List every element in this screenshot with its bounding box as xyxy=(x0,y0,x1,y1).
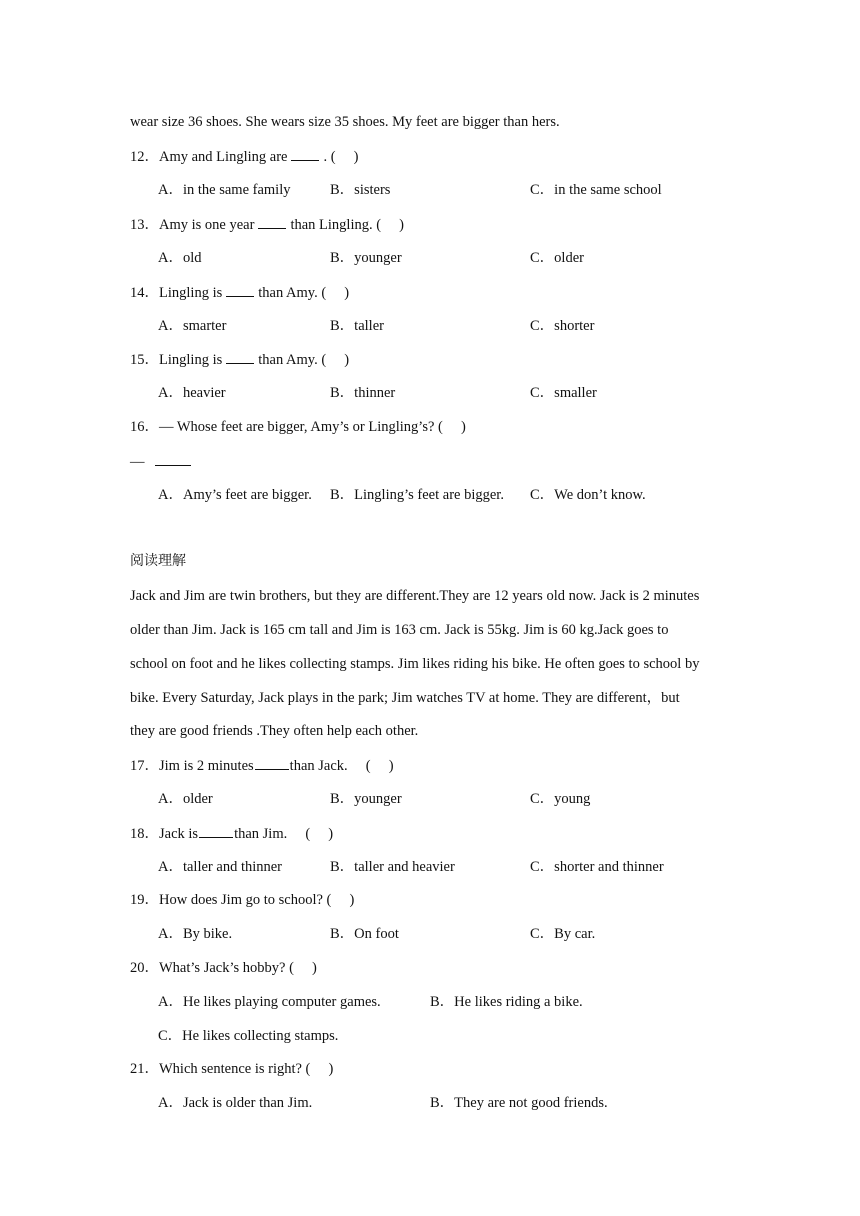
question-number: 12． xyxy=(130,149,159,165)
option-a: A．Jack is older than Jim. xyxy=(158,1095,313,1111)
question-text: Jack is xyxy=(159,826,199,842)
option-a: A．He likes playing computer games. xyxy=(158,994,381,1010)
answer-blank xyxy=(199,823,233,838)
question-text-end: than Jim. ( ) xyxy=(234,826,334,842)
question-text: Jim is 2 minutes xyxy=(159,758,254,774)
option-a: A．older xyxy=(158,791,213,807)
answer-blank xyxy=(155,451,191,466)
question-number: 15． xyxy=(130,352,159,368)
question-15 xyxy=(130,349,349,370)
question-text: Lingling is xyxy=(159,352,223,368)
question-text: Amy and Lingling are xyxy=(159,149,288,165)
option-c: C．We don’t know. xyxy=(530,487,646,503)
question-12 xyxy=(130,146,359,167)
option-a: A．Amy’s feet are bigger. xyxy=(158,487,312,503)
question-text-end: than Amy. ( ) xyxy=(258,352,350,368)
passage-line: older than Jim. Jack is 165 cm tall and Jim is 163 cm. Jack is 55kg. Jim is 60 kg.Jack goes to xyxy=(130,622,669,638)
section-title: 阅读理解 xyxy=(130,553,186,569)
option-b: B．sisters xyxy=(330,182,391,198)
question-16 xyxy=(130,417,466,437)
question-13 xyxy=(130,214,404,235)
option-c: C．smaller xyxy=(530,385,597,401)
option-c: C．in the same school xyxy=(530,182,662,198)
option-c: C．older xyxy=(530,250,584,266)
answer-blank xyxy=(226,349,254,364)
passage-line: school on foot and he likes collecting stamps. Jim likes riding his bike. He often goes to school by xyxy=(130,656,700,672)
option-b: B．Lingling’s feet are bigger. xyxy=(330,487,504,503)
question-text: — Whose feet are bigger, Amy’s or Lingling’s? ( ) xyxy=(159,419,466,435)
question-21 xyxy=(130,1059,333,1079)
option-b: B．They are not good friends. xyxy=(430,1095,608,1111)
option-c: C．He likes collecting stamps. xyxy=(158,1028,339,1044)
question-text: Which sentence is right? ( ) xyxy=(159,1061,334,1077)
option-c: C．By car. xyxy=(530,926,596,942)
option-c: C．young xyxy=(530,791,591,807)
answer-blank xyxy=(258,214,286,229)
option-a: A．smarter xyxy=(158,318,227,334)
question-number: 21． xyxy=(130,1061,159,1077)
question-14 xyxy=(130,282,349,303)
option-b: B．taller and heavier xyxy=(330,859,455,875)
passage-line: they are good friends .They often help each other. xyxy=(130,723,419,739)
option-b: B．younger xyxy=(330,250,402,266)
answer-blank xyxy=(255,755,289,770)
question-20 xyxy=(130,958,317,978)
option-c: C．shorter and thinner xyxy=(530,859,664,875)
question-17 xyxy=(130,755,394,776)
option-c: C．shorter xyxy=(530,318,595,334)
option-b: B．On foot xyxy=(330,926,399,942)
question-text: Amy is one year xyxy=(159,217,255,233)
option-b: B．younger xyxy=(330,791,402,807)
question-number: 18． xyxy=(130,826,159,842)
question-text: What’s Jack’s hobby? ( ) xyxy=(159,960,317,976)
question-number: 16． xyxy=(130,419,159,435)
answer-blank xyxy=(291,146,319,161)
question-text: How does Jim go to school? ( ) xyxy=(159,892,355,908)
question-text-end: than Jack. ( ) xyxy=(289,758,394,774)
dash: — xyxy=(130,454,145,470)
question-number: 14． xyxy=(130,285,159,301)
question-text-end: than Lingling. ( ) xyxy=(290,217,405,233)
question-text: Lingling is xyxy=(159,285,223,301)
passage-line: bike. Every Saturday, Jack plays in the park; Jim watches TV at home. They are different，but xyxy=(130,690,680,706)
question-19 xyxy=(130,890,354,910)
option-a: A．in the same family xyxy=(158,182,291,198)
question-text-end: . ( ) xyxy=(323,149,359,165)
passage-line: Jack and Jim are twin brothers, but they are different.They are 12 years old now. Jack is 2 minutes xyxy=(130,588,700,604)
option-a: A．taller and thinner xyxy=(158,859,283,875)
option-b: B．thinner xyxy=(330,385,396,401)
option-a: A．old xyxy=(158,250,202,266)
question-number: 20． xyxy=(130,960,159,976)
question-18 xyxy=(130,823,333,844)
question-number: 17． xyxy=(130,758,159,774)
question-text-end: than Amy. ( ) xyxy=(258,285,350,301)
question-number: 19． xyxy=(130,892,159,908)
passage-continuation: wear size 36 shoes. She wears size 35 shoes. My feet are bigger than hers. xyxy=(130,114,560,130)
option-a: A．By bike. xyxy=(158,926,233,942)
answer-blank xyxy=(226,282,254,297)
option-b: B．taller xyxy=(330,318,384,334)
option-b: B．He likes riding a bike. xyxy=(430,994,583,1010)
option-a: A．heavier xyxy=(158,385,226,401)
answer-line xyxy=(130,451,195,472)
question-number: 13． xyxy=(130,217,159,233)
